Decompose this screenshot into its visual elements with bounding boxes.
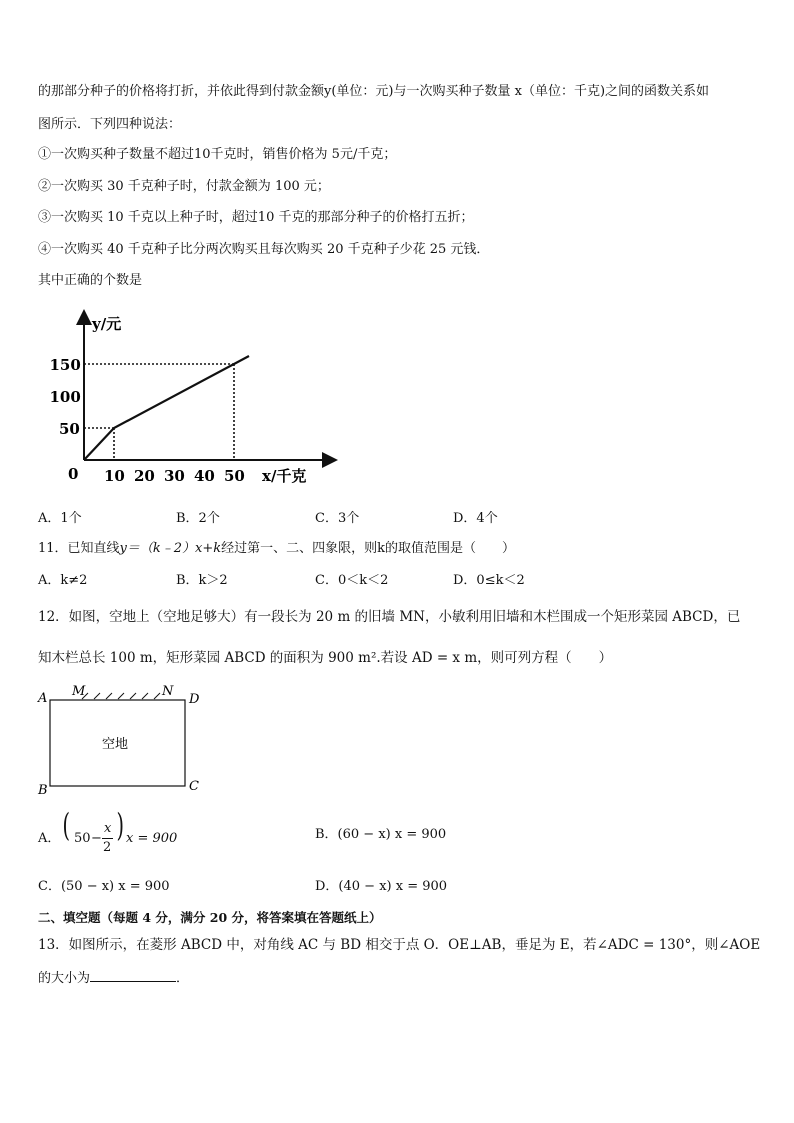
x-tick-label: 50	[224, 467, 245, 485]
fraction-numerator: x	[104, 821, 112, 836]
q11-option-c[interactable]: C．0＜k＜2	[315, 573, 389, 588]
label-A: A	[38, 691, 48, 706]
statement-1: ①一次购买种子数量不超过10千克时，销售价格为 5元/千克；	[38, 147, 397, 162]
y-axis-label: y/元	[92, 315, 122, 333]
x-tick-label: 10	[104, 467, 125, 485]
label-N: N	[162, 684, 174, 699]
q10-option-b[interactable]: B．2个	[176, 511, 220, 526]
q10-option-a[interactable]: A．1个	[38, 511, 82, 526]
answer-blank[interactable]	[90, 969, 176, 982]
q11-option-b[interactable]: B．k＞2	[176, 573, 228, 588]
x-tick-label: 20	[134, 467, 155, 485]
q11-prefix: 11．已知直线	[38, 541, 120, 556]
q11-text	[38, 540, 515, 558]
section-2-heading: 二、填空题（每题 4 分，满分 20 分，将答案填在答题纸上）	[38, 910, 382, 925]
q12-option-b[interactable]: B．(60 − x) x = 900	[315, 827, 447, 842]
y-tick-label: 150	[49, 356, 81, 374]
fraction-denominator: 2	[103, 840, 112, 855]
q13-line-1: 13．如图所示，在菱形 ABCD 中，对角线 AC 与 BD 相交于点 O．OE⊥AB，垂足为 E，若∠ADC = 130°，则∠AOE	[38, 937, 761, 953]
price-graph	[40, 305, 340, 495]
label-M: M	[72, 684, 86, 699]
q12-line-2: 知木栏总长 100 m，矩形菜园 ABCD 的面积为 900 m².若设 AD = x m，则可列方程（ ）	[38, 650, 613, 666]
x-tick-label: 30	[164, 467, 185, 485]
y-tick-label: 100	[49, 388, 81, 406]
q10-prompt: 其中正确的个数是	[38, 273, 143, 288]
q11-equation: y＝（k﹣2）x+k	[119, 541, 222, 556]
y-tick-label: 50	[59, 420, 80, 438]
function-line	[84, 356, 249, 460]
origin-label: 0	[68, 465, 79, 483]
label-B: B	[38, 783, 48, 798]
q10-option-d[interactable]: D．4个	[453, 511, 498, 526]
q13-line-2	[38, 969, 189, 988]
label-C: C	[189, 779, 199, 794]
label-center: 空地	[102, 737, 129, 752]
x-tick-label: 40	[194, 467, 215, 485]
intro-line-2: 图所示．下列四种说法：	[38, 117, 182, 132]
q12-option-a-tail: x = 900	[126, 831, 178, 846]
statement-3: ③一次购买 10 千克以上种子时，超过10 千克的那部分种子的价格打五折；	[38, 210, 474, 225]
minus-sign: −	[91, 831, 102, 846]
q12-option-a-prefix: A．	[38, 831, 61, 846]
q10-option-c[interactable]: C．3个	[315, 511, 360, 526]
label-D: D	[189, 692, 200, 707]
q11-suffix: 经过第一、二、四象限，则k的取值范围是（ ）	[221, 541, 516, 556]
q12-line-1: 12．如图，空地上（空地足够大）有一段长为 20 m 的旧墙 MN，小敏利用旧墙和木栏围成一个矩形菜园 ABCD，已	[38, 609, 741, 625]
garden-figure	[32, 682, 212, 798]
statement-4: ④一次购买 40 千克种子比分两次购买且每次购买 20 千克种子少花 25 元钱．	[38, 242, 490, 257]
q12-option-a-const: 50	[74, 831, 91, 846]
q11-option-a[interactable]: A．k≠2	[38, 573, 88, 588]
old-wall-hatch	[82, 693, 160, 699]
q13-suffix: ．	[176, 971, 190, 986]
intro-line-1: 的那部分种子的价格将打折，并依此得到付款金额y(单位：元)与一次购买种子数量 x（单位：千克)之间的函数关系如	[38, 84, 710, 99]
q13-prefix: 的大小为	[38, 971, 91, 986]
q12-option-c[interactable]: C．(50 − x) x = 900	[38, 879, 170, 894]
q12-option-d[interactable]: D．(40 − x) x = 900	[315, 879, 448, 894]
x-axis-label: x/千克	[262, 467, 307, 485]
statement-2: ②一次购买 30 千克种子时，付款金额为 100 元；	[38, 179, 330, 194]
q11-option-d[interactable]: D．0≤k＜2	[453, 573, 525, 588]
paren-left: (	[62, 806, 70, 844]
paren-right: )	[116, 806, 124, 844]
